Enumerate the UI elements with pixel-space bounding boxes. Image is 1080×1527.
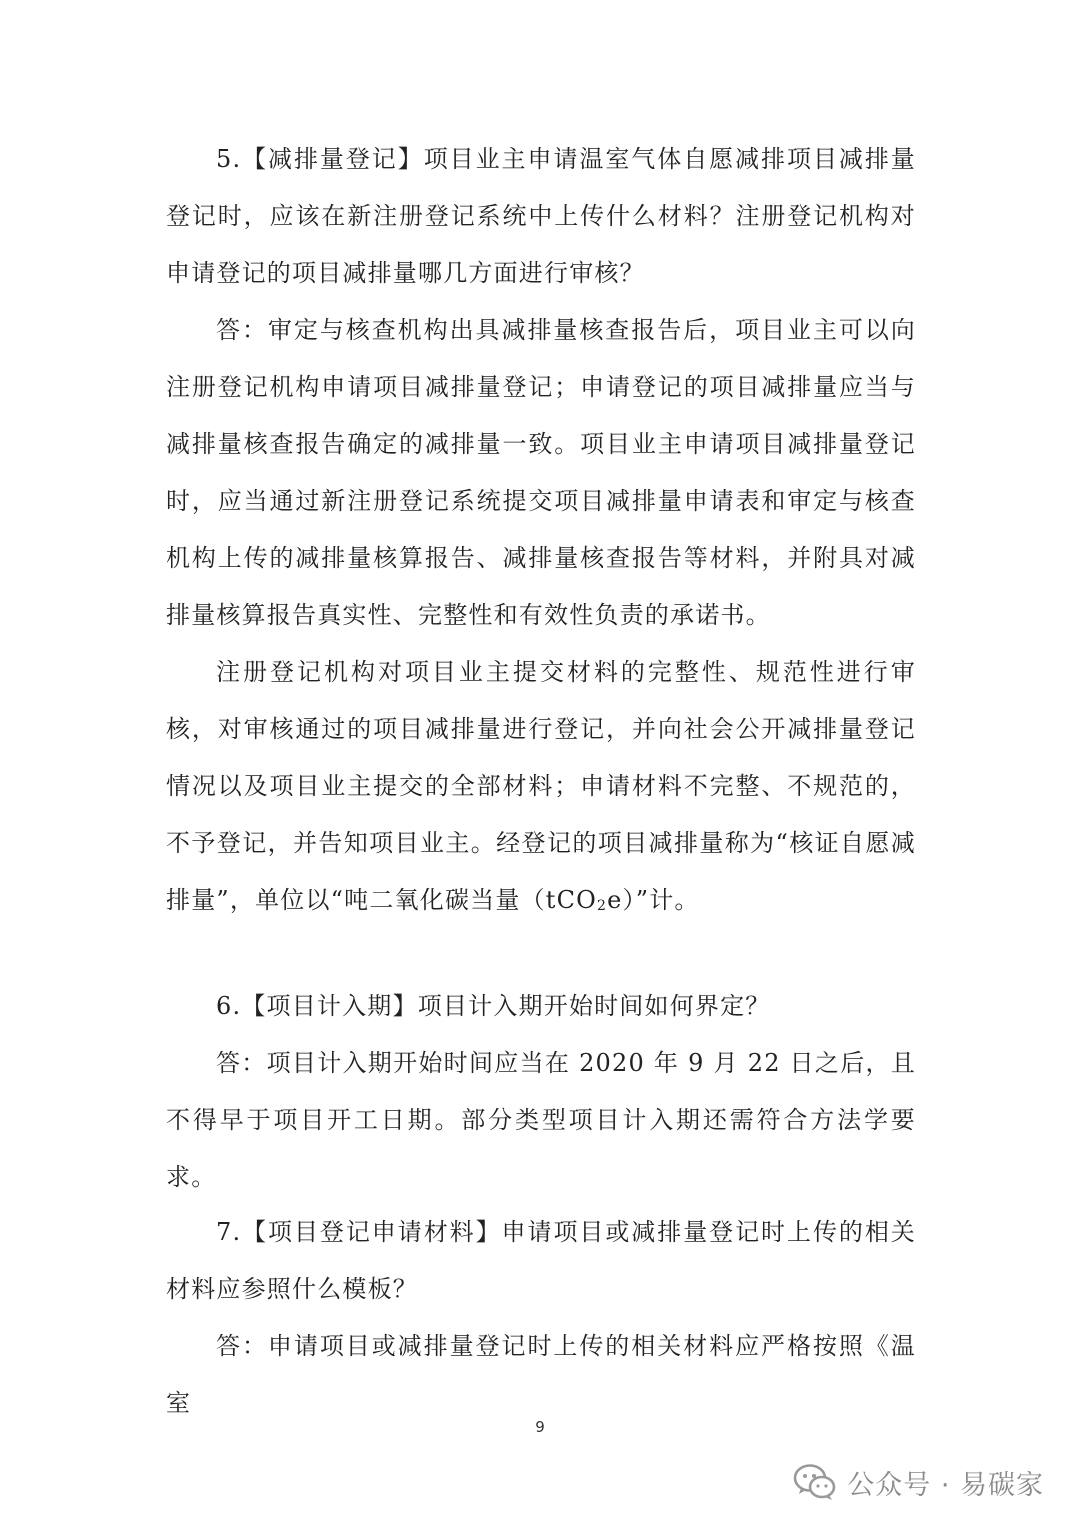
q5-question [166,131,916,302]
q6-question-text: 项目计入期开始时间如何界定？ [417,992,771,1020]
q6-answer: 答：项目计入期开始时间应当在 2020 年 9 月 22 日之后，且不得早于项目开工日期。部分类型项目计入期还需符合方法学要求。 [166,1049,916,1191]
watermark [793,1460,1044,1504]
q5-answer-paragraph-1: 答：审定与核查机构出具减排量核查报告后，项目业主可以向注册登记机构申请项目减排量登记；申请登记的项目减排量应当与减排量核查报告确定的减排量一致。项目业主申请项目减排量登记时，应当通过新注册登记系统提交项目减排量申请表和审定与核查机构上传的减排量核算报告、减排量核查报告等材料，并附具对减排量核算报告真实性、完整性和有效性负责的承诺书。 [166,316,916,629]
q5-question-text: 项目业主申请温室气体自愿减排项目减排量登记时，应该在新注册登记系统中上传什么材料？注册登记机构对申请登记的项目减排量哪几方面进行审核？ [166,145,916,287]
q5-answer-paragraph-2 [166,644,916,935]
q5-answer-2-text: 注册登记机构对项目业主提交材料的完整性、规范性进行审核，对审核通过的项目减排量进行登记，并向社会公开减排量登记情况以及项目业主提交的全部材料；申请材料不完整、不规范的，不予登记，并告知项目业主。经登记的项目减排量称为“核证自愿减排量”，单位以“吨二氧化碳当量（tCO [166,658,916,914]
page-number: 9 [535,1418,545,1436]
q6-question [166,978,916,1035]
watermark-text: 公众号 · 易碳家 [847,1469,1044,1501]
q7-question-prefix: 7.【项目登记申请材料】 [216,1218,502,1246]
q5-question-prefix: 5.【减排量登记】 [216,145,424,173]
q7-answer: 答：申请项目或减排量登记时上传的相关材料应严格按照《温室 [166,1332,916,1417]
q7-question-text: 申请项目或减排量登记时上传的相关材料应参照什么模板？ [166,1218,916,1303]
wechat-official-account-icon [793,1462,837,1502]
q5-answer-2-subscript: 2 [597,898,608,914]
q6-question-prefix: 6.【项目计入期】 [216,992,418,1020]
q5-answer-2-tail: e）”计。 [607,886,700,914]
q7-question [166,1204,916,1318]
